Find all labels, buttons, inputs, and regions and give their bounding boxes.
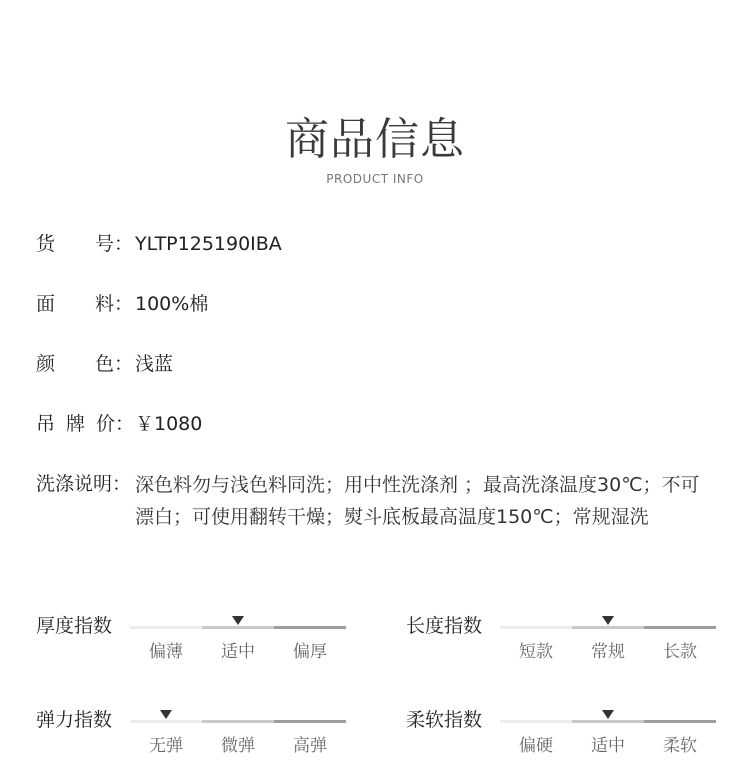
index-track-segment (644, 626, 716, 629)
index-options (500, 640, 716, 664)
label-char: 料： (95, 293, 134, 315)
index-track-segment (572, 626, 644, 629)
index-marker-icon (160, 710, 172, 719)
index-track-segment (130, 626, 202, 629)
index-option: 适中 (591, 736, 625, 756)
index-option: 常规 (591, 642, 625, 662)
index-option: 柔软 (663, 736, 697, 756)
index-gauge (36, 706, 382, 766)
index-option: 高弹 (293, 736, 327, 756)
washing-value: 深色料勿与浅色料同洗；用中性洗涤剂 ；最高洗涤温度30℃；不可漂白；可使用翻转干燥；熨斗底板最高温度150℃；常规湿洗 (135, 474, 700, 528)
color-label (36, 349, 135, 379)
tag-price-label (36, 409, 135, 439)
label-char: 色： (95, 353, 134, 375)
label-char: 牌 (66, 413, 86, 435)
index-marker-icon (602, 616, 614, 625)
index-track-segment (500, 720, 572, 723)
index-track-segment (644, 720, 716, 723)
index-marker-icon (602, 710, 614, 719)
index-track-segment (130, 720, 202, 723)
index-track (500, 626, 716, 629)
index-marker-icon (232, 616, 244, 625)
index-track-segment (572, 720, 644, 723)
index-gauge (36, 612, 382, 672)
index-option: 偏薄 (149, 642, 183, 662)
label-char: 颜 (36, 353, 56, 375)
color-value: 浅蓝 (135, 353, 174, 375)
label-char: 号： (95, 233, 134, 255)
label-char: 面 (36, 293, 56, 315)
page-subtitle: PRODUCT INFO (326, 172, 424, 186)
index-track (130, 720, 346, 723)
index-option: 无弹 (149, 736, 183, 756)
index-option: 微弹 (221, 736, 255, 756)
index-option: 短款 (519, 642, 553, 662)
index-options (500, 734, 716, 758)
label-char: 吊 (36, 413, 56, 435)
item-number-label (36, 229, 135, 259)
index-option: 适中 (221, 642, 255, 662)
index-gauge (406, 706, 750, 766)
index-name: 长度指数 (406, 615, 483, 637)
index-name: 厚度指数 (36, 615, 113, 637)
index-options (130, 734, 346, 758)
index-option: 偏硬 (519, 736, 553, 756)
label-char: 价： (96, 413, 135, 435)
index-name: 弹力指数 (36, 709, 113, 731)
washing-label: 洗涤说明： (36, 473, 132, 495)
label-char: 货 (36, 233, 56, 255)
index-gauge (406, 612, 750, 672)
index-track-segment (274, 626, 346, 629)
index-name: 柔软指数 (406, 709, 483, 731)
index-track-segment (202, 626, 274, 629)
tag-price-value: ￥1080 (135, 413, 203, 435)
index-option: 长款 (663, 642, 697, 662)
index-track-segment (274, 720, 346, 723)
index-track-segment (202, 720, 274, 723)
index-option: 偏厚 (293, 642, 327, 662)
item-number-value: YLTP125190IBA (135, 233, 282, 255)
fabric-label (36, 289, 135, 319)
page-title: 商品信息 (285, 114, 465, 165)
fabric-value: 100%棉 (135, 293, 209, 315)
index-track (500, 720, 716, 723)
index-track (130, 626, 346, 629)
index-options (130, 640, 346, 664)
index-track-segment (500, 626, 572, 629)
